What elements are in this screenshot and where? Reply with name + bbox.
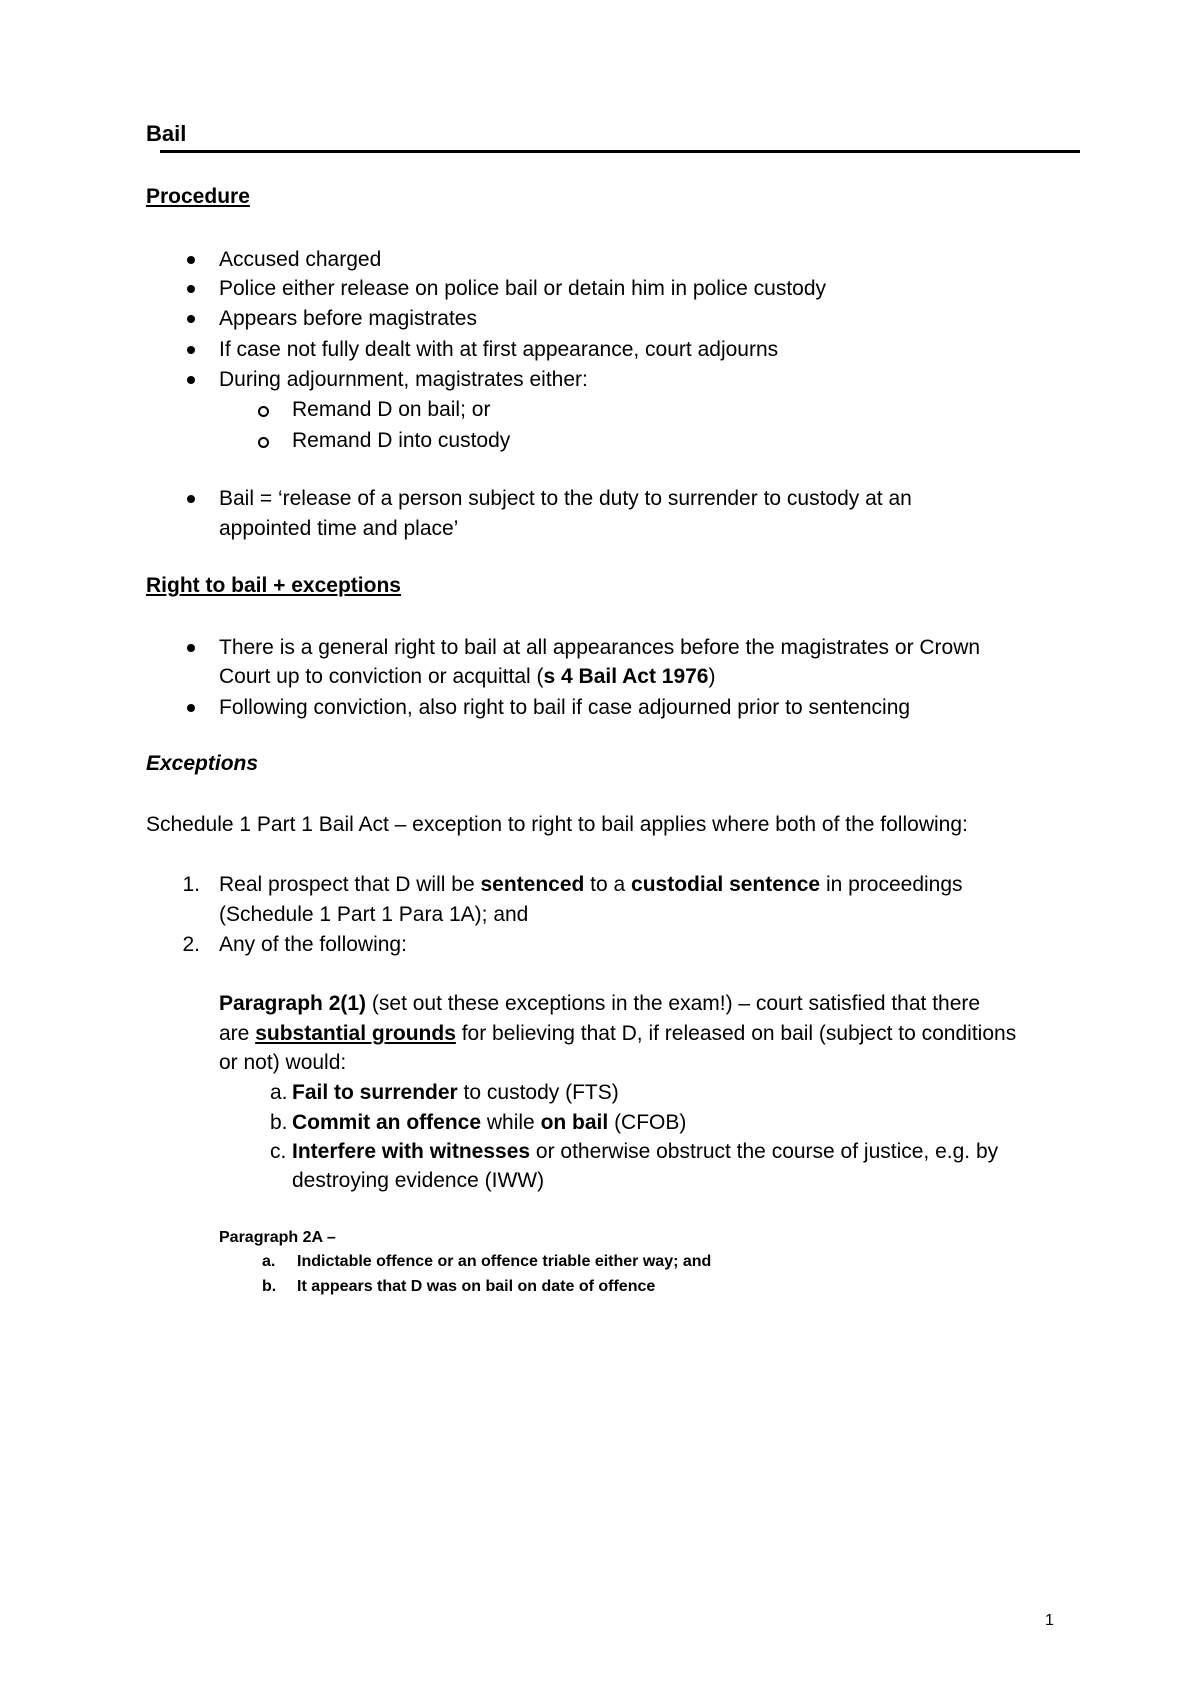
exception-sub-item-b: Commit an offence while on bail (CFOB) xyxy=(292,1111,687,1134)
bail-definition-line-2: appointed time and place’ xyxy=(219,517,459,540)
paragraph-2-1-line-1: Paragraph 2(1) (set out these exceptions in the exam!) – court satisfied that there xyxy=(219,992,981,1015)
list-marker: 1. xyxy=(182,873,200,896)
paragraph-2a-heading: Paragraph 2A – xyxy=(219,1229,336,1246)
title-rule xyxy=(160,150,1080,153)
page-number: 1 xyxy=(1045,1612,1054,1629)
procedure-bullet-5: During adjournment, magistrates either: xyxy=(219,368,588,391)
list-marker: a. xyxy=(270,1081,288,1104)
list-marker: a. xyxy=(262,1253,276,1270)
procedure-bullet-1: Accused charged xyxy=(219,248,382,271)
bullet-icon xyxy=(187,285,195,293)
bullet-icon xyxy=(187,376,195,384)
procedure-bullet-3: Appears before magistrates xyxy=(219,307,477,330)
exception-sub-item-c-line-2: destroying evidence (IWW) xyxy=(292,1169,545,1192)
bullet-icon xyxy=(187,704,195,712)
exceptions-heading: Exceptions xyxy=(146,752,259,775)
exception-item-1-line-1: Real prospect that D will be sentenced to a custodial sentence in proceedings xyxy=(219,873,963,896)
bullet-icon xyxy=(187,315,195,323)
paragraph-2-1-line-2: are substantial grounds for believing that D, if released on bail (subject to conditions xyxy=(219,1022,1017,1045)
procedure-heading: Procedure xyxy=(146,185,250,208)
right-to-bail-heading: Right to bail + exceptions xyxy=(146,574,401,597)
list-marker: b. xyxy=(262,1278,277,1295)
sub-bullet-icon xyxy=(258,406,269,417)
list-marker: b. xyxy=(270,1111,288,1134)
procedure-bullet-2: Police either release on police bail or detain him in police custody xyxy=(219,277,827,300)
paragraph-2-1-line-3: or not) would: xyxy=(219,1051,347,1074)
exception-sub-item-a: Fail to surrender to custody (FTS) xyxy=(292,1081,619,1104)
bullet-icon xyxy=(187,346,195,354)
exception-item-2: Any of the following: xyxy=(219,933,407,956)
list-marker: c. xyxy=(270,1140,287,1163)
paragraph-2a-item-a: Indictable offence or an offence triable either way; and xyxy=(297,1253,712,1270)
sub-bullet-icon xyxy=(258,437,269,448)
right-bullet-1-line-1: There is a general right to bail at all appearances before the magistrates or Crown xyxy=(219,636,981,659)
procedure-sub-bullet-2: Remand D into custody xyxy=(292,429,511,452)
bullet-icon xyxy=(187,644,195,652)
procedure-sub-bullet-1: Remand D on bail; or xyxy=(292,398,491,421)
bullet-icon xyxy=(187,256,195,264)
exception-item-1-line-2: (Schedule 1 Part 1 Para 1A); and xyxy=(219,903,529,926)
right-bullet-1-line-2: Court up to conviction or acquittal (s 4 Bail Act 1976) xyxy=(219,665,716,688)
bail-definition-line-1: Bail = ‘release of a person subject to the duty to surrender to custody at an xyxy=(219,487,912,510)
exception-sub-item-c: Interfere with witnesses or otherwise obstruct the course of justice, e.g. by xyxy=(292,1140,999,1163)
paragraph-2a-item-b: It appears that D was on bail on date of offence xyxy=(297,1278,656,1295)
list-marker: 2. xyxy=(182,933,200,956)
exceptions-intro: Schedule 1 Part 1 Bail Act – exception to right to bail applies where both of the following: xyxy=(146,813,968,836)
page-title: Bail xyxy=(146,121,187,146)
procedure-bullet-4: If case not fully dealt with at first appearance, court adjourns xyxy=(219,338,779,361)
bullet-icon xyxy=(187,495,195,503)
right-bullet-2: Following conviction, also right to bail if case adjourned prior to sentencing xyxy=(219,696,911,719)
